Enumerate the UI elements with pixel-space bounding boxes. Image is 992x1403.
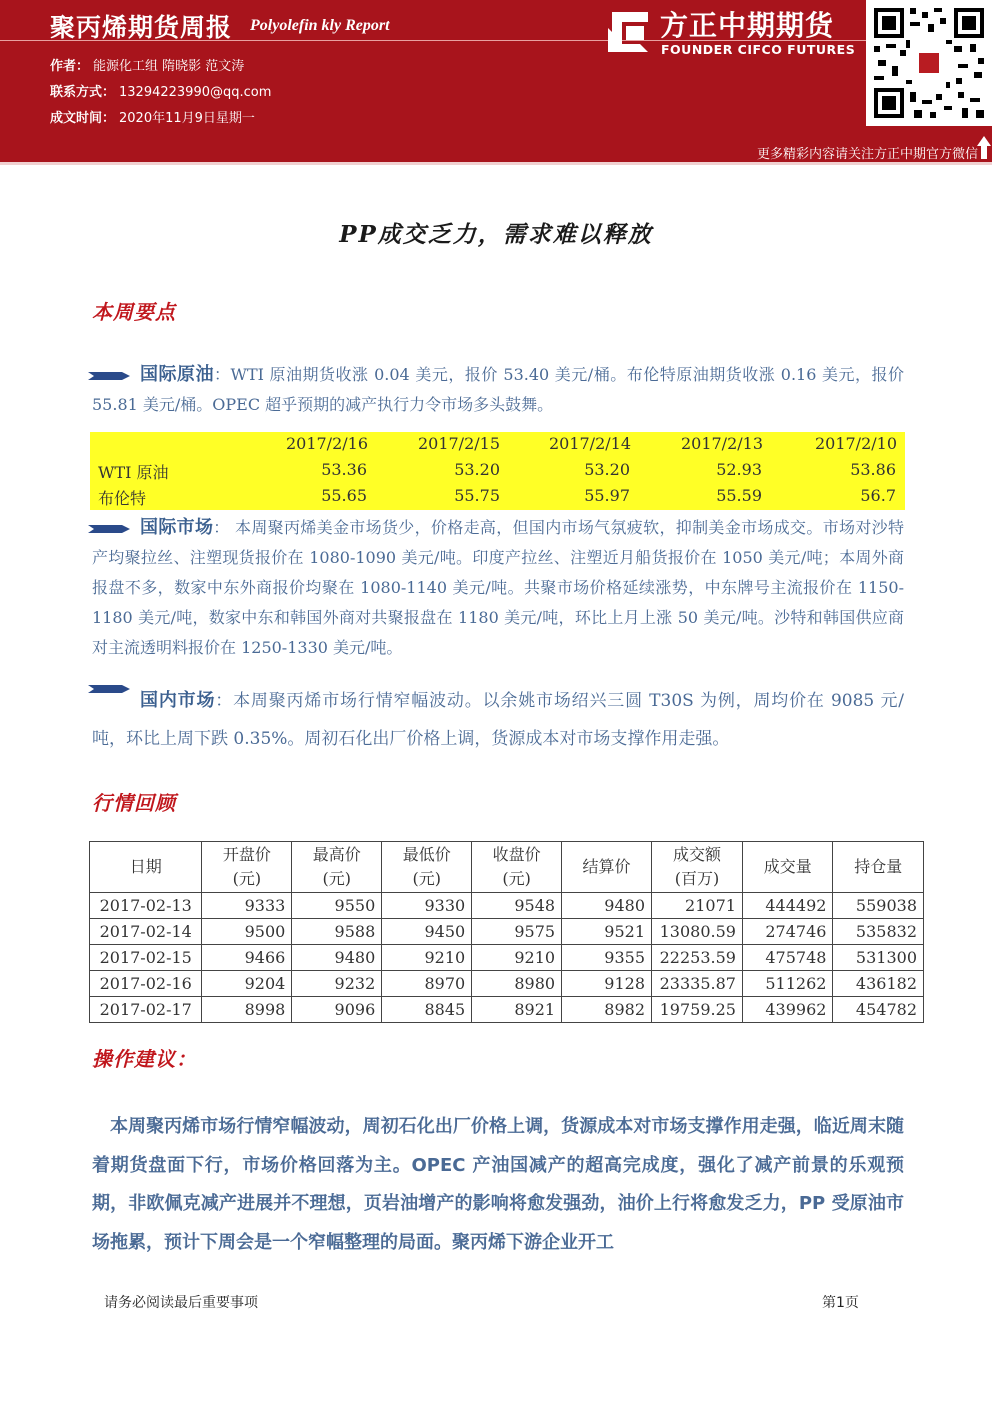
table-cell: 274746 bbox=[742, 919, 833, 945]
oil-value: 53.86 bbox=[850, 460, 896, 479]
table-cell: 8980 bbox=[472, 971, 562, 997]
table-row bbox=[90, 997, 924, 1023]
table-cell: 9210 bbox=[472, 945, 562, 971]
table-row bbox=[90, 919, 924, 945]
domestic-market-paragraph bbox=[92, 682, 904, 758]
table-cell: 9588 bbox=[292, 919, 382, 945]
table-cell: 559038 bbox=[833, 893, 924, 919]
market-review-table bbox=[89, 841, 924, 1023]
table-cell: 21071 bbox=[652, 893, 743, 919]
table-cell: 511262 bbox=[742, 971, 833, 997]
oil-value: 53.20 bbox=[454, 460, 500, 479]
brand-name-en: FOUNDER CIFCO FUTURES bbox=[661, 42, 856, 57]
contact-value: 13294223990@qq.com bbox=[119, 85, 272, 100]
table-cell: 9333 bbox=[202, 893, 292, 919]
founder-logo-icon bbox=[604, 8, 652, 56]
table-cell: 2017-02-14 bbox=[90, 919, 202, 945]
table-cell: 2017-02-17 bbox=[90, 997, 202, 1023]
author-line bbox=[50, 55, 244, 74]
col-header-volume: 成交量 bbox=[742, 842, 833, 893]
international-market-text: ： 本周聚丙烯美金市场货少，价格走高，但国内市场气氛疲软，抑制美金市场成交。市场对沙特产均聚拉丝、注塑现货报价在 1080-1090 美元/吨。印度产拉丝、注塑近月船货报价在 1050 美元/吨；本周外商报盘不多，数家中东外商报价均聚在 1080-1140 美元/吨。共聚市场价格延续涨势，中东牌号主流报价在 1150-1180 美元/吨，数家中东和韩国外商对共聚报盘在 1180 美元/吨，环比上月上涨 50 美元/吨。沙特和韩国供应商对主流透明料报价在 1250-1330 美元/吨。 bbox=[92, 518, 904, 657]
report-subtitle: Polyolefin kly Report bbox=[250, 17, 390, 34]
table-cell: 475748 bbox=[742, 945, 833, 971]
table-cell: 8998 bbox=[202, 997, 292, 1023]
table-cell: 9466 bbox=[202, 945, 292, 971]
col-header-open: 开盘价 (元) bbox=[202, 842, 292, 893]
table-cell: 2017-02-13 bbox=[90, 893, 202, 919]
contact-line bbox=[50, 81, 271, 100]
brand-name-cn: 方正中期期货 bbox=[660, 9, 835, 42]
international-market-lead: 国际市场 bbox=[140, 517, 214, 538]
author-label: 作者： bbox=[50, 59, 90, 74]
table-cell: 9450 bbox=[382, 919, 472, 945]
table-cell: 9232 bbox=[292, 971, 382, 997]
footer-notice: 请务必阅读最后重要事项 bbox=[104, 1295, 258, 1311]
col-header-low: 最低价 (元) bbox=[382, 842, 472, 893]
domestic-market-text: ：本周聚丙烯市场行情窄幅波动。以余姚市场绍兴三圆 T30S 为例，周均价在 9085 元/吨，环比上周下跌 0.35%。周初石化出厂价格上调，货源成本对市场支撑作用走强。 bbox=[92, 691, 904, 749]
section-market-review-title: 行情回顾 bbox=[92, 791, 176, 815]
crude-oil-text: ：WTI 原油期货收涨 0.04 美元，报价 53.40 美元/桶。布伦特原油期货收涨 0.16 美元，报价 55.81 美元/桶。OPEC 超乎预期的减产执行力令市场多头鼓舞。 bbox=[92, 365, 904, 414]
table-cell: 436182 bbox=[833, 971, 924, 997]
table-cell: 8921 bbox=[472, 997, 562, 1023]
oil-value: 53.20 bbox=[584, 460, 630, 479]
table-cell: 9210 bbox=[382, 945, 472, 971]
oil-value: 55.97 bbox=[584, 486, 630, 505]
table-cell: 9096 bbox=[292, 997, 382, 1023]
table-cell: 13080.59 bbox=[652, 919, 743, 945]
table-cell: 8982 bbox=[562, 997, 652, 1023]
table-cell: 9480 bbox=[292, 945, 382, 971]
domestic-market-lead: 国内市场 bbox=[140, 690, 216, 711]
author-value: 能源化工组 隋晓影 范文涛 bbox=[93, 59, 245, 74]
oil-date: 2017/2/10 bbox=[814, 434, 897, 453]
table-cell: 19759.25 bbox=[652, 997, 743, 1023]
col-header-close: 收盘价 (元) bbox=[472, 842, 562, 893]
oil-value: 55.75 bbox=[454, 486, 500, 505]
table-header-row bbox=[90, 842, 924, 893]
oil-value: 53.36 bbox=[321, 460, 367, 479]
table-cell: 9480 bbox=[562, 893, 652, 919]
page-number: 第1页 bbox=[822, 1295, 859, 1311]
table-cell: 454782 bbox=[833, 997, 924, 1023]
report-header bbox=[0, 0, 992, 162]
table-cell: 9575 bbox=[472, 919, 562, 945]
section-advice-title: 操作建议： bbox=[92, 1047, 197, 1071]
date-value: 2020年11月9日星期一 bbox=[119, 111, 255, 126]
oil-date: 2017/2/15 bbox=[417, 434, 500, 453]
oil-value: 55.59 bbox=[716, 486, 762, 505]
follow-wechat-text: 更多精彩内容请关注方正中期官方微信 bbox=[756, 147, 978, 162]
table-row bbox=[90, 893, 924, 919]
table-cell: 2017-02-15 bbox=[90, 945, 202, 971]
table-cell: 8845 bbox=[382, 997, 472, 1023]
main-title: PP成交乏力，需求难以释放 bbox=[339, 221, 653, 248]
col-header-date: 日期 bbox=[90, 842, 202, 893]
oil-table-header-row bbox=[90, 434, 905, 460]
date-line bbox=[50, 107, 255, 126]
crude-oil-lead: 国际原油 bbox=[140, 364, 214, 385]
contact-label: 联系方式： bbox=[50, 85, 116, 100]
header-bottom-rule bbox=[0, 162, 992, 165]
oil-value: 56.7 bbox=[860, 486, 896, 505]
table-cell: 9204 bbox=[202, 971, 292, 997]
col-header-open-interest: 持仓量 bbox=[833, 842, 924, 893]
oil-price-table bbox=[90, 432, 905, 510]
table-cell: 531300 bbox=[833, 945, 924, 971]
col-header-turnover: 成交额 (百万) bbox=[652, 842, 743, 893]
table-cell: 439962 bbox=[742, 997, 833, 1023]
oil-name: 布伦特 bbox=[98, 489, 147, 508]
table-cell: 9355 bbox=[562, 945, 652, 971]
table-cell: 2017-02-16 bbox=[90, 971, 202, 997]
table-cell: 9548 bbox=[472, 893, 562, 919]
table-cell: 9521 bbox=[562, 919, 652, 945]
oil-table-row bbox=[90, 460, 905, 486]
table-cell: 23335.87 bbox=[652, 971, 743, 997]
oil-date: 2017/2/16 bbox=[285, 434, 368, 453]
table-row bbox=[90, 945, 924, 971]
oil-table-row bbox=[90, 486, 905, 512]
table-cell: 22253.59 bbox=[652, 945, 743, 971]
date-label: 成文时间： bbox=[50, 111, 116, 126]
table-cell: 444492 bbox=[742, 893, 833, 919]
oil-value: 55.65 bbox=[321, 486, 367, 505]
table-cell: 9128 bbox=[562, 971, 652, 997]
international-market-paragraph bbox=[92, 513, 904, 663]
qr-code-icon bbox=[866, 0, 992, 126]
oil-name: WTI 原油 bbox=[98, 463, 169, 482]
table-cell: 9550 bbox=[292, 893, 382, 919]
table-cell: 535832 bbox=[833, 919, 924, 945]
table-row bbox=[90, 971, 924, 997]
oil-value: 52.93 bbox=[716, 460, 762, 479]
table-cell: 9330 bbox=[382, 893, 472, 919]
table-cell: 9500 bbox=[202, 919, 292, 945]
col-header-settle: 结算价 bbox=[562, 842, 652, 893]
advice-paragraph: 本周聚丙烯市场行情窄幅波动，周初石化出厂价格上调，货源成本对市场支撑作用走强，临近周末随着期货盘面下行，市场价格回落为主。OPEC 产油国减产的超高完成度，强化了减产前景的乐观预期，非欧佩克减产进展并不理想，页岩油增产的影响将愈发强劲，油价上行将愈发乏力，PP 受原油市场拖累，预计下周会是一个窄幅整理的局面。聚丙烯下游企业开工 bbox=[92, 1116, 904, 1253]
col-header-high: 最高价 (元) bbox=[292, 842, 382, 893]
report-title: 聚丙烯期货周报 bbox=[50, 13, 233, 42]
crude-oil-paragraph bbox=[92, 360, 904, 420]
table-cell: 8970 bbox=[382, 971, 472, 997]
oil-date: 2017/2/13 bbox=[680, 434, 763, 453]
oil-date: 2017/2/14 bbox=[548, 434, 631, 453]
section-key-points-title: 本周要点 bbox=[92, 300, 176, 324]
arrow-up-icon bbox=[976, 134, 992, 160]
